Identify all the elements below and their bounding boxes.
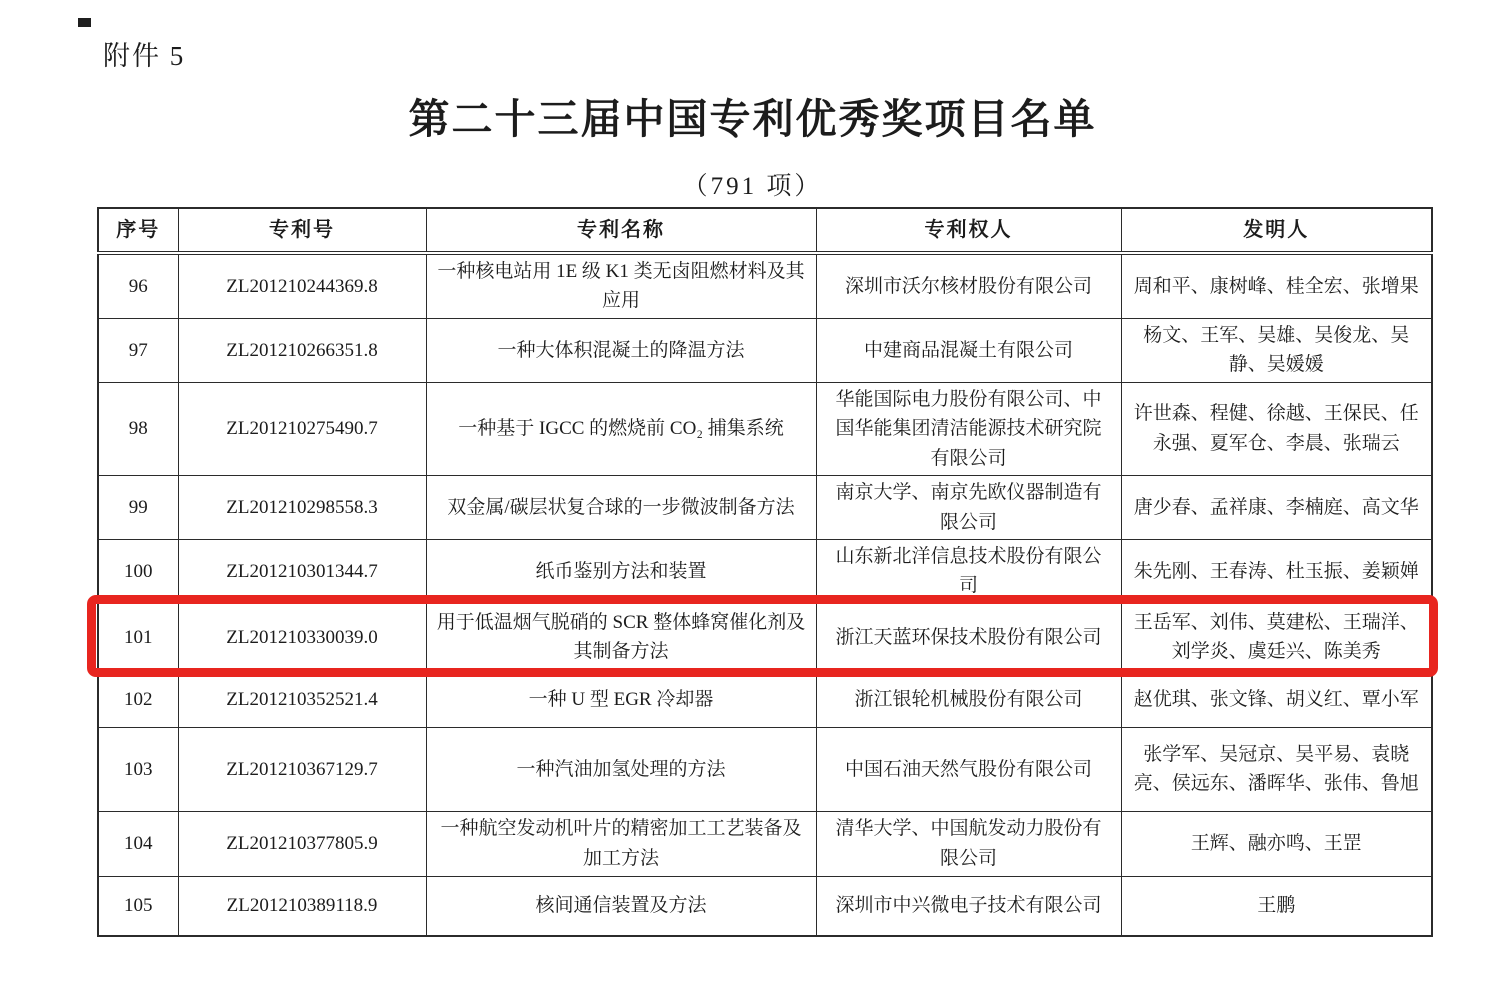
patent-name-cell: 纸币鉴别方法和装置 — [426, 539, 816, 603]
patent-number-cell: ZL201210266351.8 — [178, 318, 426, 382]
table-row — [98, 476, 1432, 540]
header-inventors: 发明人 — [1121, 208, 1432, 253]
inventors-cell: 赵优琪、张文锋、胡义红、覃小军 — [1121, 671, 1432, 727]
row-number-cell: 103 — [98, 727, 178, 811]
table-row — [98, 876, 1432, 936]
patent-name-cell: 一种航空发动机叶片的精密加工工艺装备及加工方法 — [426, 811, 816, 876]
patent-number-cell: ZL201210244369.8 — [178, 253, 426, 318]
patent-number-cell: ZL201210298558.3 — [178, 476, 426, 540]
inventors-cell: 王鹏 — [1121, 876, 1432, 936]
patent-owner-cell: 南京大学、南京先欧仪器制造有限公司 — [816, 476, 1121, 540]
row-number-cell: 105 — [98, 876, 178, 936]
patent-owner-cell: 中国石油天然气股份有限公司 — [816, 727, 1121, 811]
header-row-number: 序号 — [98, 208, 178, 253]
row-number-cell: 104 — [98, 811, 178, 876]
table-row — [98, 727, 1432, 811]
page-title: 第二十三届中国专利优秀奖项目名单 — [408, 96, 1097, 142]
patent-number-cell: ZL201210330039.0 — [178, 603, 426, 671]
inventors-cell: 王岳军、刘伟、莫建松、王瑞洋、刘学炎、虞廷兴、陈美秀 — [1121, 603, 1432, 671]
patent-number-cell: ZL201210389118.9 — [178, 876, 426, 936]
patent-award-table — [97, 207, 1433, 937]
table-row — [98, 318, 1432, 382]
row-number-cell: 96 — [98, 253, 178, 318]
inventors-cell: 杨文、王军、吴雄、吴俊龙、吴静、吴媛媛 — [1121, 318, 1432, 382]
patent-number-cell: ZL201210367129.7 — [178, 727, 426, 811]
patent-number-cell: ZL201210377805.9 — [178, 811, 426, 876]
patent-owner-cell: 中建商品混凝土有限公司 — [816, 318, 1121, 382]
patent-name-cell: 一种大体积混凝土的降温方法 — [426, 318, 816, 382]
row-number-cell: 97 — [98, 318, 178, 382]
patent-owner-cell: 清华大学、中国航发动力股份有限公司 — [816, 811, 1121, 876]
patent-name-cell: 一种汽油加氢处理的方法 — [426, 727, 816, 811]
inventors-cell: 许世森、程健、徐越、王保民、任永强、夏军仓、李晨、张瑞云 — [1121, 382, 1432, 475]
patent-owner-cell: 浙江天蓝环保技术股份有限公司 — [816, 603, 1121, 671]
table-row — [98, 603, 1432, 671]
scan-artifact — [78, 18, 91, 27]
inventors-cell: 张学军、吴冠京、吴平易、袁晓亮、侯远东、潘晖华、张伟、鲁旭 — [1121, 727, 1432, 811]
patent-number-cell: ZL201210275490.7 — [178, 382, 426, 475]
patent-name-cell: 一种 U 型 EGR 冷却器 — [426, 671, 816, 727]
row-number-cell: 102 — [98, 671, 178, 727]
table-row — [98, 811, 1432, 876]
patent-number-cell: ZL201210352521.4 — [178, 671, 426, 727]
header-patent-number: 专利号 — [178, 208, 426, 253]
table-row — [98, 671, 1432, 727]
table-header-row — [98, 208, 1432, 253]
item-count-subtitle: （791 项） — [682, 173, 823, 200]
patent-owner-cell: 浙江银轮机械股份有限公司 — [816, 671, 1121, 727]
inventors-cell: 唐少春、孟祥康、李楠庭、高文华 — [1121, 476, 1432, 540]
attachment-label: 附件 5 — [103, 41, 186, 71]
patent-owner-cell: 华能国际电力股份有限公司、中国华能集团清洁能源技术研究院有限公司 — [816, 382, 1121, 475]
inventors-cell: 朱先刚、王春涛、杜玉振、姜颖婵 — [1121, 539, 1432, 603]
row-number-cell: 101 — [98, 603, 178, 671]
inventors-cell: 周和平、康树峰、桂全宏、张增果 — [1121, 253, 1432, 318]
patent-owner-cell: 深圳市中兴微电子技术有限公司 — [816, 876, 1121, 936]
table-row — [98, 539, 1432, 603]
patent-owner-cell: 山东新北洋信息技术股份有限公司 — [816, 539, 1121, 603]
patent-number-cell: ZL201210301344.7 — [178, 539, 426, 603]
patent-name-cell: 双金属/碳层状复合球的一步微波制备方法 — [426, 476, 816, 540]
row-number-cell: 100 — [98, 539, 178, 603]
patent-name-cell: 一种基于 IGCC 的燃烧前 CO₂ 捕集系统 — [426, 382, 816, 475]
header-patent-owner: 专利权人 — [816, 208, 1121, 253]
patent-owner-cell: 深圳市沃尔核材股份有限公司 — [816, 253, 1121, 318]
header-patent-name: 专利名称 — [426, 208, 816, 253]
patent-name-cell: 核间通信装置及方法 — [426, 876, 816, 936]
inventors-cell: 王辉、融亦鸣、王罡 — [1121, 811, 1432, 876]
table-row — [98, 253, 1432, 318]
table-row — [98, 382, 1432, 475]
patent-name-cell: 一种核电站用 1E 级 K1 类无卤阻燃材料及其应用 — [426, 253, 816, 318]
row-number-cell: 99 — [98, 476, 178, 540]
patent-name-cell: 用于低温烟气脱硝的 SCR 整体蜂窝催化剂及其制备方法 — [426, 603, 816, 671]
row-number-cell: 98 — [98, 382, 178, 475]
